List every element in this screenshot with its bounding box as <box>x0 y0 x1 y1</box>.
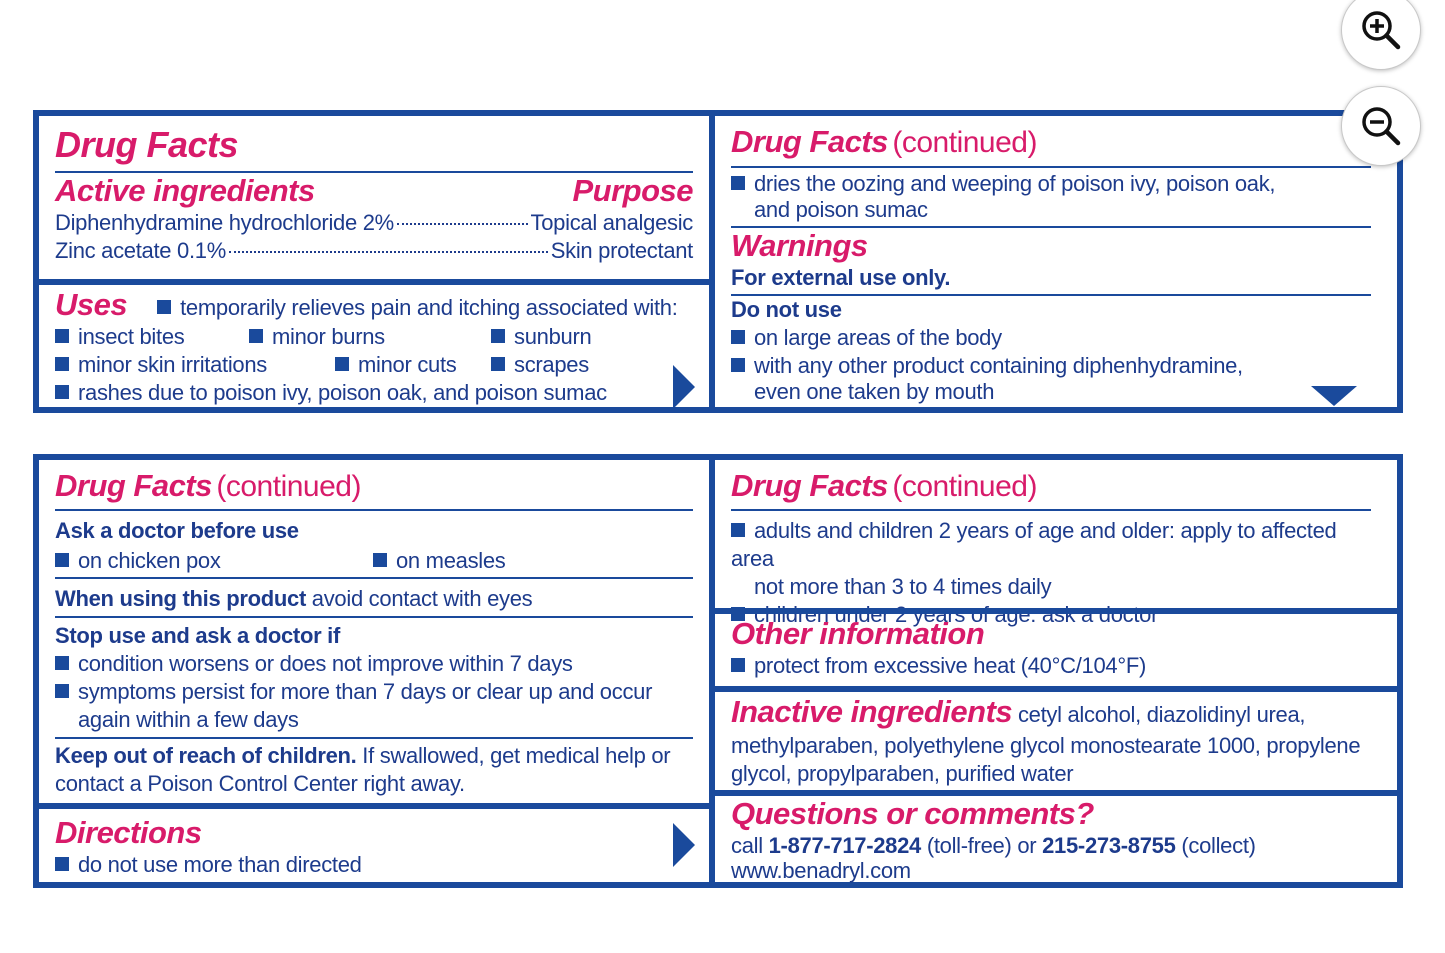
bullet-icon <box>335 357 349 371</box>
other-information-heading: Other information <box>731 616 985 651</box>
bullet-icon <box>55 329 69 343</box>
stop-item-cont: again within a few days <box>78 707 299 732</box>
drug-facts-panel-bottom <box>33 454 1403 888</box>
call-label: call <box>731 833 763 858</box>
bullet-icon <box>731 658 745 672</box>
panel-bottom-left <box>39 460 715 882</box>
questions-section <box>715 790 1397 882</box>
bullet-icon <box>249 329 263 343</box>
ask-item: on chicken pox <box>78 548 221 573</box>
do-not-use-item: on large areas of the body <box>754 325 1002 350</box>
directions-item-cont: not more than 3 to 4 times daily <box>754 574 1052 599</box>
drug-facts-title: Drug Facts <box>731 468 888 503</box>
other-information-section <box>715 608 1397 686</box>
uses-section <box>39 279 709 407</box>
directions-item: children under 2 years of age: ask a doctor <box>754 602 1159 627</box>
dries-text: dries the oozing and weeping of poison ivy, poison oak, <box>754 171 1276 196</box>
use-item: minor cuts <box>358 352 457 377</box>
do-not-use-item-cont: even one taken by mouth <box>754 379 995 404</box>
warnings-heading: Warnings <box>731 228 868 263</box>
bullet-icon <box>491 329 505 343</box>
bullet-icon <box>55 684 69 698</box>
bullet-icon <box>731 176 745 190</box>
directions-item: do not use more than directed <box>78 852 362 877</box>
use-item: rashes due to poison ivy, poison oak, and poison sumac <box>78 380 607 405</box>
inactive-ingredients-text-cont: glycol, propylparaben, purified water <box>731 761 1074 786</box>
inactive-ingredients-text-cont: methylparaben, polyethylene glycol monostearate 1000, propylene <box>731 733 1361 758</box>
zoom-in-button[interactable] <box>1341 0 1421 70</box>
use-item: minor skin irritations <box>78 352 268 377</box>
continued-label: (continued) <box>892 126 1037 159</box>
directions-heading: Directions <box>55 815 202 850</box>
next-arrow-icon[interactable] <box>673 823 695 867</box>
warnings-section <box>715 116 1397 407</box>
when-using-heading: When using this product <box>55 586 306 611</box>
zoom-out-icon <box>1359 104 1403 148</box>
inactive-ingredients-text: cetyl alcohol, diazolidinyl urea, <box>1017 702 1306 727</box>
directions-cont-section <box>715 460 1397 627</box>
panel-top-left <box>39 116 715 407</box>
uses-intro: temporarily relieves pain and itching associated with: <box>180 295 678 320</box>
scroll-down-arrow-icon[interactable] <box>1311 386 1357 406</box>
use-item: insect bites <box>78 324 185 349</box>
bullet-icon <box>55 385 69 399</box>
use-item: sunburn <box>514 324 592 349</box>
bullet-icon <box>55 553 69 567</box>
ask-doctor-section <box>39 460 709 803</box>
panel-top-right <box>715 116 1397 407</box>
drug-facts-title: Drug Facts <box>55 124 239 165</box>
bullet-icon <box>55 656 69 670</box>
use-item: scrapes <box>514 352 589 377</box>
do-not-use-item: with any other product containing diphenhydramine, <box>754 353 1243 378</box>
ingredient-row <box>55 237 693 265</box>
purpose-heading: Purpose <box>572 173 693 208</box>
bullet-icon <box>731 330 745 344</box>
bullet-icon <box>373 553 387 567</box>
active-ingredients-heading: Active ingredients <box>55 173 315 208</box>
ingredient-purpose: Skin protectant <box>550 238 693 263</box>
bullet-icon <box>491 357 505 371</box>
bullet-icon <box>157 300 171 314</box>
other-information-item: protect from excessive heat (40°C/104°F) <box>754 653 1146 678</box>
keep-out-heading: Keep out of reach of children. <box>55 743 357 768</box>
collect-label: (collect) <box>1181 833 1256 858</box>
directions-item: adults and children 2 years of age and older: apply to affected area <box>731 518 1337 571</box>
ingredient-name: Zinc acetate 0.1% <box>55 238 226 263</box>
bullet-icon <box>55 357 69 371</box>
collect-phone[interactable]: 215-273-8755 <box>1042 833 1176 858</box>
bullet-icon <box>55 857 69 871</box>
zoom-in-icon <box>1359 8 1403 52</box>
questions-heading: Questions or comments? <box>731 796 1094 831</box>
stop-item: symptoms persist for more than 7 days or clear up and occur <box>78 679 653 704</box>
drug-facts-title: Drug Facts <box>55 468 212 503</box>
stop-use-heading: Stop use and ask a doctor if <box>55 623 340 648</box>
dries-text-cont: and poison sumac <box>754 197 928 222</box>
ask-item: on measles <box>396 548 506 573</box>
ingredient-row <box>55 209 693 237</box>
external-use-text: For external use only. <box>731 265 951 290</box>
toll-free-label: (toll-free) or <box>926 833 1037 858</box>
zoom-out-button[interactable] <box>1341 86 1421 166</box>
use-item: minor burns <box>272 324 385 349</box>
bullet-icon <box>731 358 745 372</box>
when-using-text: avoid contact with eyes <box>311 586 533 611</box>
keep-out-text: If swallowed, get medical help or <box>362 743 671 768</box>
inactive-ingredients-section <box>715 686 1397 790</box>
continued-label: (continued) <box>216 470 361 503</box>
panel-bottom-right <box>715 460 1397 882</box>
ingredient-purpose: Topical analgesic <box>530 210 693 235</box>
drug-facts-title: Drug Facts <box>731 124 888 159</box>
do-not-use-heading: Do not use <box>731 297 842 322</box>
directions-section <box>39 803 709 882</box>
keep-out-text-cont: contact a Poison Control Center right away. <box>55 771 465 796</box>
ask-doctor-heading: Ask a doctor before use <box>55 518 299 543</box>
drug-facts-panel-top <box>33 110 1403 413</box>
ingredient-name: Diphenhydramine hydrochloride 2% <box>55 210 394 235</box>
toll-free-phone[interactable]: 1-877-717-2824 <box>768 833 921 858</box>
inactive-ingredients-heading: Inactive ingredients <box>731 694 1013 729</box>
active-ingredients-section <box>39 116 709 279</box>
next-arrow-icon[interactable] <box>673 365 695 409</box>
bullet-icon <box>731 523 745 537</box>
website-link[interactable]: www.benadryl.com <box>731 858 911 883</box>
uses-heading: Uses <box>55 287 128 322</box>
stop-item: condition worsens or does not improve within 7 days <box>78 651 573 676</box>
continued-label: (continued) <box>892 470 1037 503</box>
